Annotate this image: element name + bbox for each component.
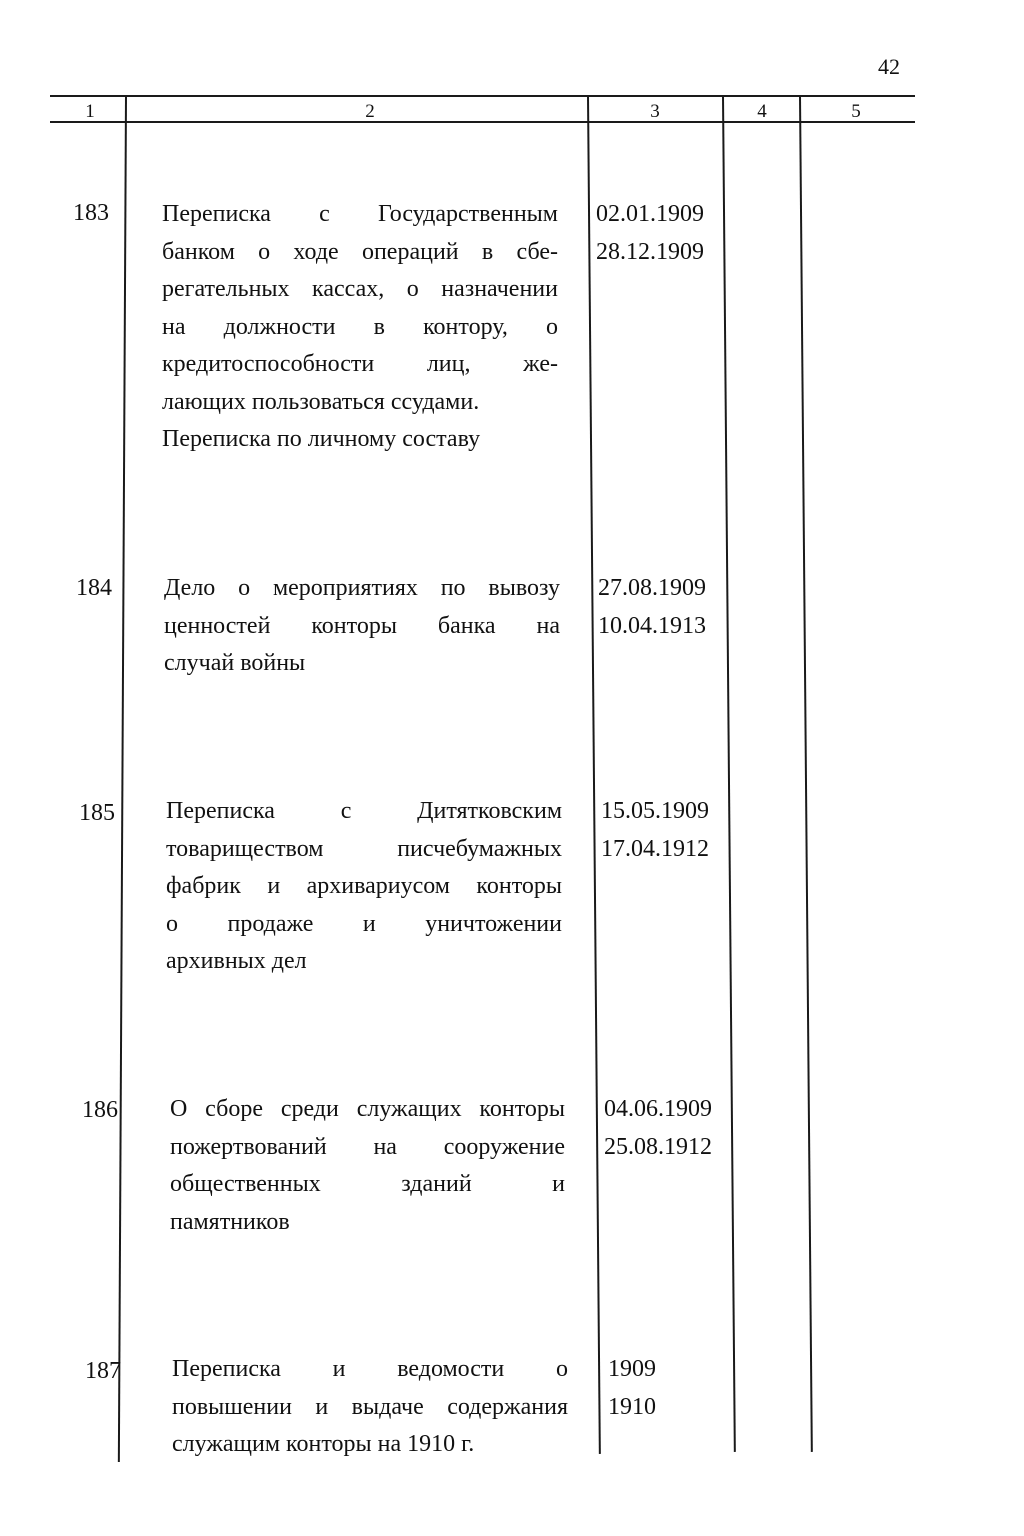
entry-number: 184 [76, 575, 112, 601]
page-number: 42 [878, 54, 900, 79]
entry-title-line: товариществом писчебумажных [166, 835, 562, 862]
entry-title-line: повышении и выдаче содержания [172, 1393, 568, 1420]
entry-number: 183 [73, 200, 109, 226]
entry-title-line: регательных кассах, о назначении [162, 276, 558, 302]
entry-title-line: памятников [170, 1208, 290, 1235]
entry-date-end: 25.08.1912 [604, 1133, 712, 1160]
entry-title-line: кредитоспособности лиц, же- [162, 351, 558, 377]
entry-dates [604, 1091, 712, 1166]
entry-title-line: общественных зданий и [170, 1171, 565, 1197]
entry-title-line: архивных дел [166, 948, 307, 974]
entry-date-end: 10.04.1913 [598, 612, 706, 639]
entry-date-start: 1909 [608, 1356, 656, 1382]
entry-date-end: 17.04.1912 [601, 835, 709, 862]
entry-title-line: Дело о мероприятиях по вывозу [164, 575, 560, 601]
entry-dates [596, 196, 704, 271]
entry-dates [608, 1351, 656, 1426]
entry-title-line: пожертвований на сооружение [170, 1133, 565, 1160]
entry-date-start: 02.01.1909 [596, 201, 704, 227]
column-rule-4 [799, 96, 813, 1452]
entry-title-line: на должности в контору, о [162, 313, 558, 340]
column-header-2: 2 [365, 101, 375, 122]
entry-number: 185 [79, 800, 115, 826]
entry-dates [601, 793, 709, 868]
entry-date-end: 1910 [608, 1393, 656, 1420]
column-rule-1 [118, 96, 127, 1462]
entry-date-start: 15.05.1909 [601, 798, 709, 824]
entry-title [166, 793, 562, 981]
entry-title-line: Переписка по личному составу [162, 426, 481, 452]
entry-title-line: лающих пользоваться ссудами. [162, 388, 480, 415]
entry-title [172, 1351, 568, 1464]
entry-number: 186 [82, 1097, 118, 1123]
table-header-rule [50, 121, 915, 123]
entry-number: 187 [85, 1358, 121, 1384]
entry-title-line: фабрик и архивариусом конторы [166, 873, 562, 899]
column-rule-2 [587, 96, 601, 1454]
column-rule-3 [722, 96, 736, 1452]
entry-title-line: случай войны [164, 650, 306, 676]
table-top-rule [50, 95, 915, 97]
entry-date-start: 27.08.1909 [598, 575, 706, 601]
entry-title [162, 196, 558, 459]
entry-title-line: О сборе среди служащих конторы [170, 1096, 565, 1122]
entry-title-line: Переписка с Государственным [162, 201, 558, 227]
entry-title-line: ценностей конторы банка на [164, 612, 560, 639]
column-header-1: 1 [85, 101, 95, 122]
column-header-4: 4 [757, 101, 767, 122]
entry-title-line: банком о ходе операций в сбе- [162, 238, 558, 265]
entry-title [170, 1091, 565, 1241]
entry-date-end: 28.12.1909 [596, 238, 704, 265]
entry-title-line: Переписка и ведомости о [172, 1356, 568, 1382]
entry-title-line: служащим конторы на 1910 г. [172, 1431, 475, 1457]
column-header-3: 3 [650, 101, 660, 122]
entry-title-line: о продаже и уничтожении [166, 910, 562, 937]
entry-title-line: Переписка с Дитятковским [166, 798, 562, 824]
column-header-5: 5 [851, 101, 861, 122]
entry-date-start: 04.06.1909 [604, 1096, 712, 1122]
entry-title [164, 570, 560, 683]
entry-dates [598, 570, 706, 645]
